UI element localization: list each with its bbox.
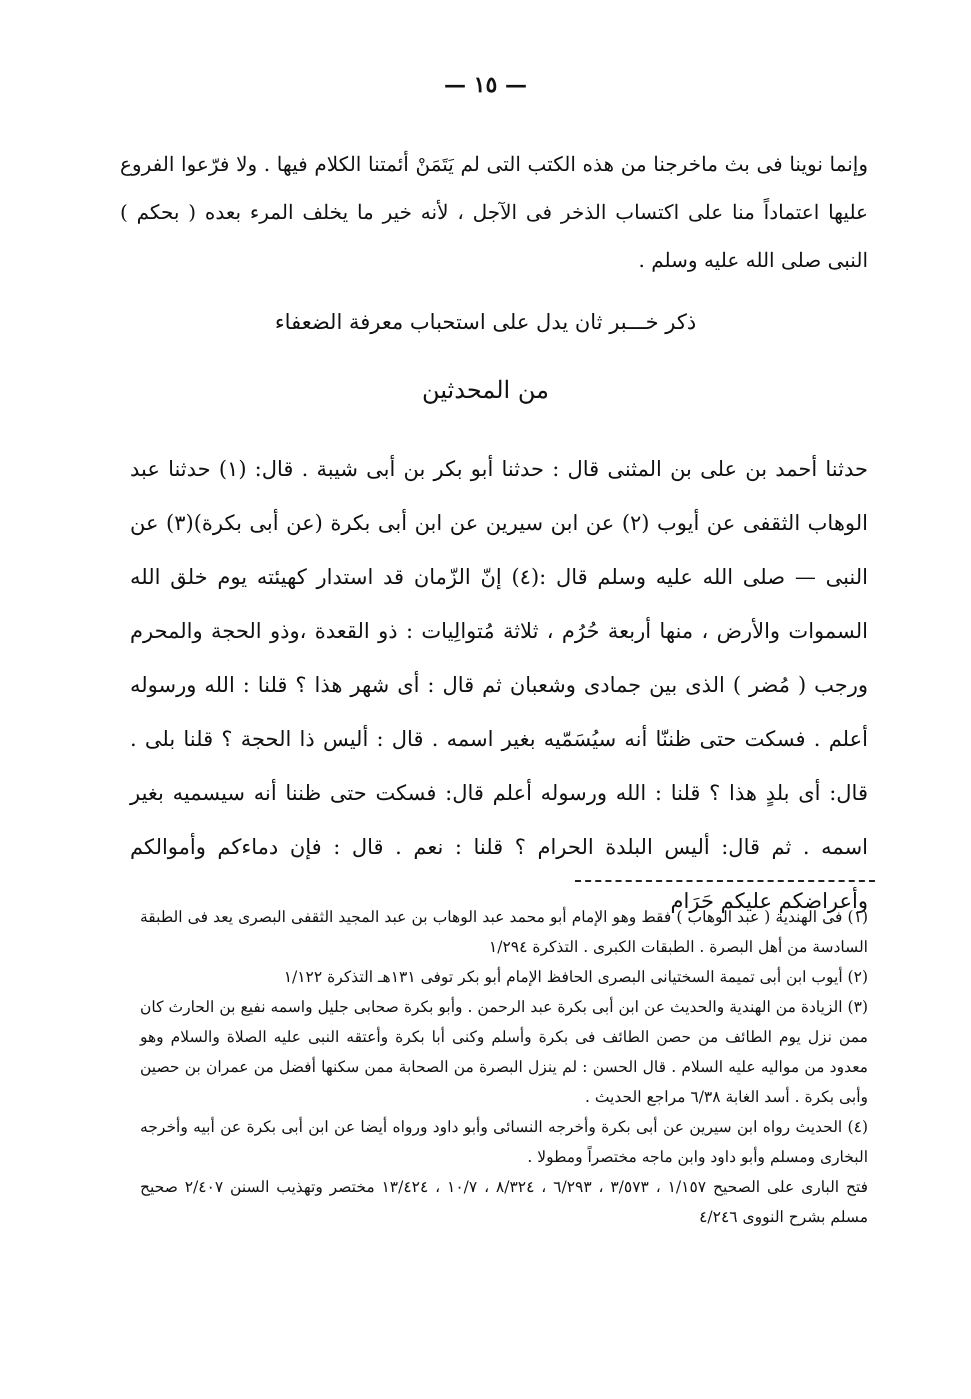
- intro-paragraph: وإنما نوينا فى بث ماخرجنا من هذه الكتب التى لم يَتَمَنْ أئمتنا الكلام فيها . ولا فرّعوا الفروع عليها اعتماداً منا على اكتساب الذخر فى الآجل ، لأنه خير ما يخلف المرء بعده ( بحكم ) النبى صلى الله عليه وسلم .: [120, 152, 868, 272]
- footnote-4: (٤) الحديث رواه ابن سيرين عن أبى بكرة وأخرجه النسائى وأبو داود ورواه أيضا عن ابن أبى بكرة عن أبيه وأخرجه البخارى ومسلم وأبو داود وابن ماجه مختصراً ومطولا .: [140, 1118, 868, 1166]
- footnote-3: (٣) الزيادة من الهندية والحديث عن ابن أبى بكرة عبد الرحمن . وأبو بكرة صحابى جليل واسمه نفيع بن الحارث كان ممن نزل يوم الطائف من حصن الطائف فى بكرة وأسلم وكنى أبا بكرة وأعتقه النبى عليه الصلاة والسلام وهو معدود من مواليه عليه السلام . قال الحسن : لم ينزل البصرة من الصحابة ممن سكنها أفضل من عمران بن حصين وأبى بكرة . أسد الغابة ٦/٣٨ مراجع الحديث .: [140, 998, 868, 1106]
- page-number: — ١٥ —: [444, 72, 527, 98]
- section-subheading: من المحدثين: [422, 376, 549, 404]
- footnote-references: فتح البارى على الصحيح ١/١٥٧ ، ٣/٥٧٣ ، ٦/٢٩٣ ، ٨/٣٢٤ ، ١٠/٧ ، ١٣/٤٢٤ مختصر وتهذيب السنن ٢/٤٠٧ صحيح مسلم بشرح النووى ٤/٢٤٦: [140, 1178, 869, 1226]
- footnote-2: (٢) أيوب ابن أبى تميمة السختيانى البصرى الحافظ الإمام أبو بكر توفى ١٣١هـ التذكرة ١/١٢٢: [283, 968, 868, 986]
- section-heading: ذكر خـــبر ثان يدل على استحباب معرفة الضعفاء: [274, 310, 697, 334]
- footnote-1: (١) فى الهندية ( عبد الوهاب ) فقط وهو الإمام أبو محمد عبد الوهاب بن عبد المجيد الثقفى البصرى يعد فى الطبقة السادسة من أهل البصرة . الطبقات الكبرى . التذكرة ١/٢٩٤: [140, 908, 868, 956]
- footnotes: [140, 902, 868, 1232]
- hadith-paragraph: حدثنا أحمد بن على بن المثنى قال : حدثنا أبو بكر بن أبى شيبة . قال: (١) حدثنا عبد الوهاب الثقفى عن أيوب (٢) عن ابن سيرين عن ابن أبى بكرة (عن أبى بكرة)(٣) عن النبى — صلى الله عليه وسلم قال :(٤) إنّ الزّمان قد استدار كهيئته يوم خلق الله السموات والأرض ، منها أربعة حُرُم ، ثلاثة مُتوالِيات : ذو القعدة ،وذو الحجة والمحرم ورجب ( مُضر ) الذى بين جمادى وشعبان ثم قال : أى شهر هذا ؟ قلنا : الله ورسوله أعلم . فسكت حتى ظننّا أنه سيُسَمّيه بغير اسمه . قال : أليس ذا الحجة ؟ قلنا بلى . قال: أى بلدٍ هذا ؟ قلنا : الله ورسوله أعلم قال: فسكت حتى ظننا أنه سيسميه بغير اسمه . ثم قال: أليس البلدة الحرام ؟ قلنا : نعم . قال : فإن دماءكم وأموالكم وأعراضكم عليكم حَرَام: [130, 457, 868, 913]
- footnote-separator: [575, 880, 875, 882]
